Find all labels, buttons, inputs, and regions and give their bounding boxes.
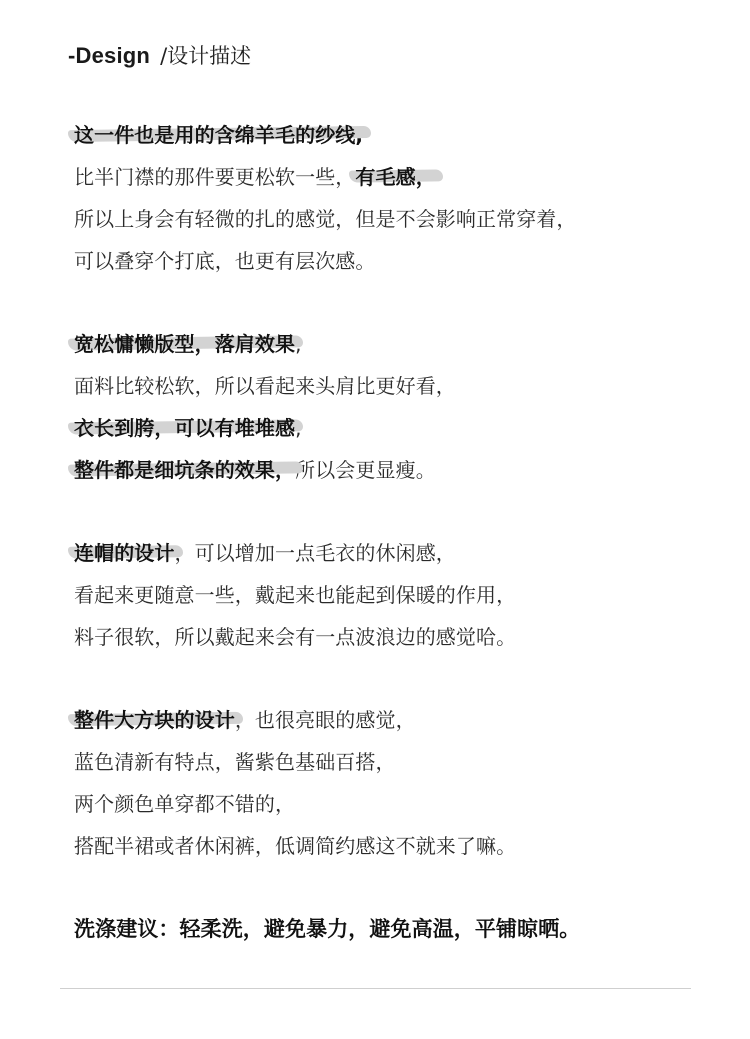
section-header — [68, 40, 251, 74]
care-instructions: 洗涤建议：轻柔洗，避免暴力，避免高温，平铺晾晒。 — [74, 917, 581, 941]
text-line: 两个颜色单穿都不错的， — [74, 792, 296, 816]
line-text: 所以会更显瘦。 — [295, 458, 436, 482]
highlighted-text: 连帽的设计 — [74, 541, 175, 565]
text-line: 蓝色清新有特点，酱紫色基础百搭， — [74, 750, 396, 774]
text-line — [74, 699, 714, 741]
highlighted-text: 整件大方块的设计 — [74, 708, 235, 732]
paragraph-yarn — [74, 114, 714, 282]
text-line: 可以叠穿个打底，也更有层次感。 — [74, 249, 376, 273]
highlighted-text: 整件都是细坑条的效果， — [74, 458, 296, 482]
highlighted-text: 宽松慵懒版型，落肩效果 — [74, 332, 296, 356]
text-line: 搭配半裙或者休闲裤，低调简约感这不就来了嘛。 — [74, 834, 517, 858]
text-line: 面料比较松软，所以看起来头肩比更好看， — [74, 374, 456, 398]
text-line — [74, 156, 714, 198]
header-title-cn: /设计描述 — [160, 44, 252, 68]
highlighted-text: 衣长到胯，可以有堆堆感 — [74, 416, 296, 440]
text-line — [74, 532, 714, 574]
line-text: , — [295, 416, 302, 440]
highlighted-text: 有毛感， — [355, 165, 436, 189]
header-title-en: -Design — [68, 43, 151, 68]
bottom-divider — [60, 988, 691, 989]
text-line — [74, 323, 714, 365]
text-line — [74, 114, 714, 156]
text-line — [74, 449, 714, 491]
paragraph-pattern — [74, 699, 714, 867]
line-text: 比半门襟的那件要更松软一些， — [74, 165, 356, 189]
description-body — [74, 114, 714, 950]
text-line: 料子很软，所以戴起来会有一点波浪边的感觉哈。 — [74, 625, 517, 649]
paragraph-hood — [74, 532, 714, 658]
text-line: 所以上身会有轻微的扎的感觉，但是不会影响正常穿着， — [74, 207, 577, 231]
paragraph-fit — [74, 323, 714, 491]
highlighted-text: 这一件也是用的含绵羊毛的纱线, — [74, 123, 364, 147]
line-text: , — [295, 332, 302, 356]
text-line — [74, 407, 714, 449]
line-text: ，也很亮眼的感觉， — [234, 708, 416, 732]
line-text: ，可以增加一点毛衣的休闲感， — [174, 541, 456, 565]
text-line: 看起来更随意一些，戴起来也能起到保暖的作用， — [74, 583, 517, 607]
